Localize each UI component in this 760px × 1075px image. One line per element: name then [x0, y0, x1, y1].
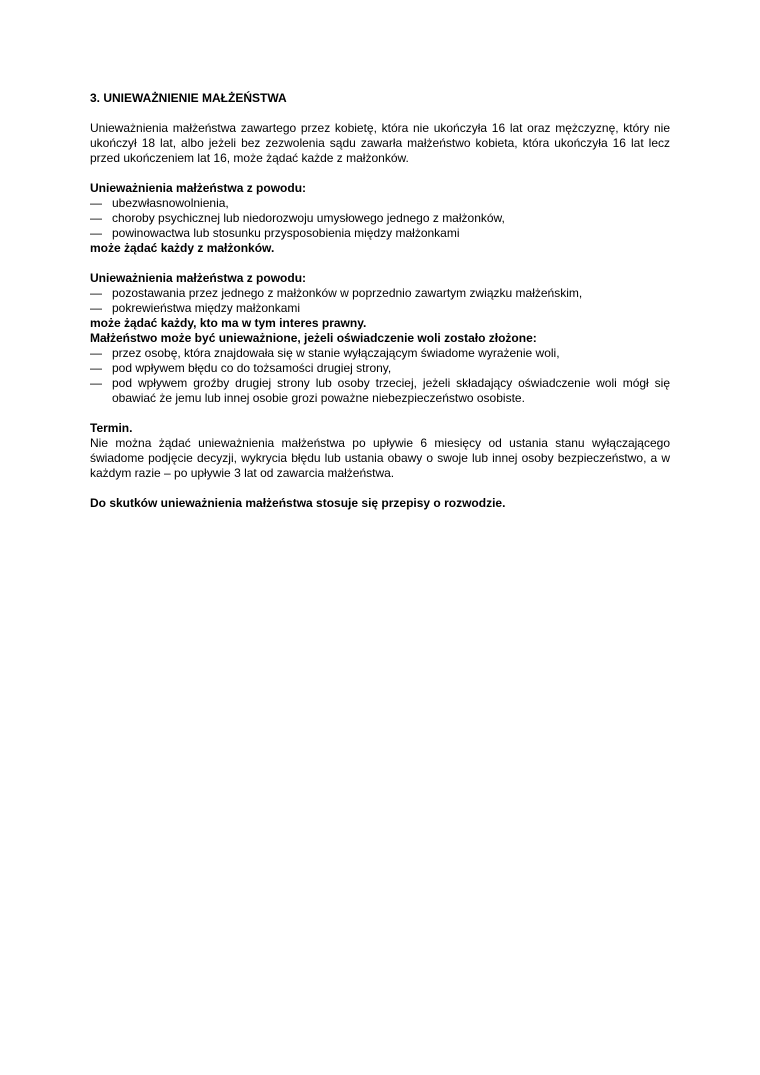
- page-title: 3. UNIEWAŻNIENIE MAŁŻEŃSTWA: [90, 91, 287, 105]
- list-item-text: ubezwłasnowolnienia,: [112, 196, 229, 210]
- section-3-list: [90, 346, 670, 406]
- list-item-text: choroby psychicznej lub niedorozwoju umysłowego jednego z małżonków,: [112, 211, 505, 225]
- list-item: [90, 376, 670, 406]
- term-paragraph: Nie można żądać unieważnienia małżeństwa po upływie 6 miesięcy od ustania stanu wyłączającego świadome podjęcie decyzji, wykrycia błędu lub ustania obawy o swoje lub innej osoby bezpieczeństwo, a w każdym razie – po upływie 3 lat od zawarcia małżeństwa.: [90, 436, 670, 480]
- section-3: [90, 331, 670, 406]
- list-item: [90, 301, 670, 316]
- spacer: [90, 256, 670, 271]
- dash-bullet: —: [90, 361, 102, 375]
- list-item-text: pod wpływem błędu co do tożsamości drugiej strony,: [112, 361, 392, 375]
- section-2: [90, 271, 670, 331]
- dash-bullet: —: [90, 301, 102, 315]
- dash-bullet: —: [90, 211, 102, 225]
- section-1-heading: Unieważnienia małżeństwa z powodu:: [90, 181, 307, 195]
- spacer: [90, 481, 670, 496]
- list-item-text: pozostawania przez jednego z małżonków w poprzednio zawartym związku małżeńskim,: [112, 286, 583, 300]
- document-page: [90, 91, 670, 511]
- list-item-text: przez osobę, która znajdowała się w stanie wyłączającym świadome wyrażenie woli,: [112, 346, 560, 360]
- section-1: [90, 181, 670, 256]
- list-item: [90, 211, 670, 226]
- section-2-list: [90, 286, 670, 316]
- spacer: [90, 166, 670, 181]
- section-2-heading: Unieważnienia małżeństwa z powodu:: [90, 271, 307, 285]
- dash-bullet: —: [90, 346, 102, 360]
- list-item: [90, 361, 670, 376]
- section-1-list: [90, 196, 670, 241]
- list-item: [90, 346, 670, 361]
- list-item-text: powinowactwa lub stosunku przysposobienia między małżonkami: [112, 226, 460, 240]
- dash-bullet: —: [90, 196, 102, 210]
- section-3-heading: Małżeństwo może być unieważnione, jeżeli oświadczenie woli zostało złożone:: [90, 331, 537, 345]
- dash-bullet: —: [90, 226, 102, 240]
- list-item: [90, 226, 670, 241]
- term-heading: Termin.: [90, 421, 133, 435]
- term-section: [90, 421, 670, 481]
- intro-paragraph: Unieważnienia małżeństwa zawartego przez kobietę, która nie ukończyła 16 lat oraz mężczyznę, który nie ukończył 18 lat, albo jeżeli bez zezwolenia sądu zawarła małżeństwo kobieta, która ukończyła 16 lat lecz przed ukończeniem lat 16, może żądać każde z małżonków.: [90, 121, 670, 165]
- dash-bullet: —: [90, 376, 102, 390]
- list-item: [90, 196, 670, 211]
- section-1-conclusion: może żądać każdy z małżonków.: [90, 241, 275, 255]
- dash-bullet: —: [90, 286, 102, 300]
- final-statement: Do skutków unieważnienia małżeństwa stosuje się przepisy o rozwodzie.: [90, 496, 506, 510]
- list-item: [90, 286, 670, 301]
- section-2-conclusion: może żądać każdy, kto ma w tym interes prawny.: [90, 316, 367, 330]
- spacer: [90, 406, 670, 421]
- list-item-text: pod wpływem groźby drugiej strony lub osoby trzeciej, jeżeli składający oświadczenie woli mógł się obawiać że jemu lub innej osobie grozi poważne niebezpieczeństwo osobiste.: [112, 376, 670, 405]
- list-item-text: pokrewieństwa między małżonkami: [112, 301, 301, 315]
